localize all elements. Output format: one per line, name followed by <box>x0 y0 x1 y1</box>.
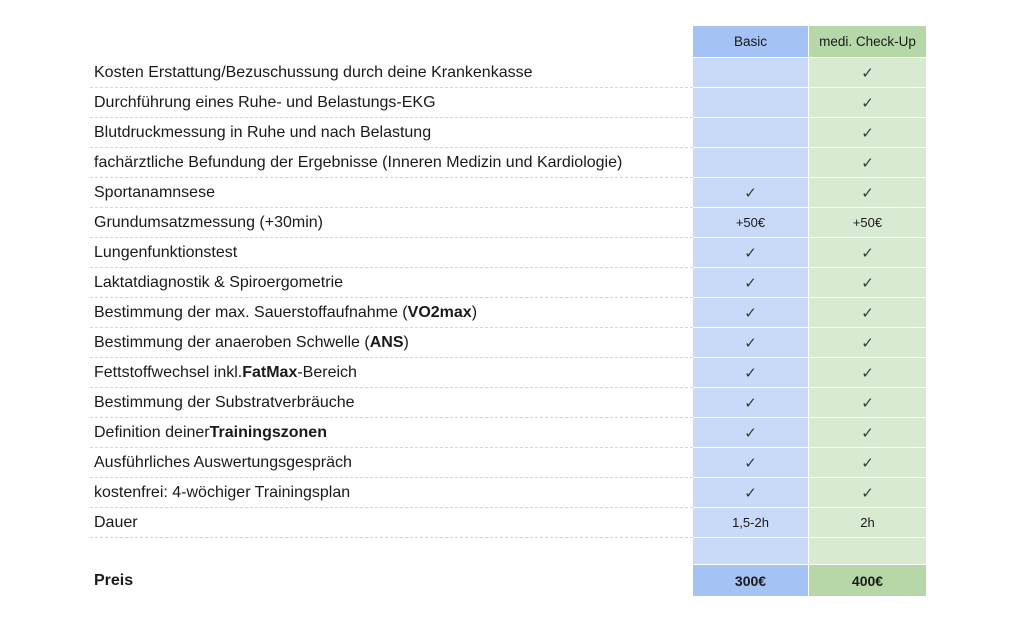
cell-basic <box>693 268 809 298</box>
row-label-suffix: ) <box>471 303 478 321</box>
row-label-text: Ausführliches Auswertungsgespräch <box>94 453 352 471</box>
check-icon: ✓ <box>861 184 874 202</box>
cell-basic <box>693 298 809 328</box>
table-row <box>90 178 926 208</box>
cell-checkup <box>809 238 926 268</box>
check-icon: ✓ <box>744 304 757 322</box>
table-row <box>90 238 926 268</box>
row-label <box>90 88 693 118</box>
cell-checkup <box>809 478 926 508</box>
check-icon: ✓ <box>744 184 757 202</box>
row-label <box>90 58 693 88</box>
row-label <box>90 178 693 208</box>
column-header-basic: Basic <box>693 26 809 58</box>
cell-checkup <box>809 268 926 298</box>
cell-checkup <box>809 328 926 358</box>
cell-value: 2h <box>860 515 875 530</box>
check-icon: ✓ <box>861 244 874 262</box>
table-row <box>90 148 926 178</box>
cell-basic <box>693 148 809 178</box>
row-label-text: Bestimmung der max. Sauerstoffaufnahme ( <box>94 303 408 321</box>
check-icon: ✓ <box>744 244 757 262</box>
row-label-text: Dauer <box>94 513 138 531</box>
column-header-checkup: medi. Check-Up <box>809 26 926 58</box>
cell-checkup <box>809 358 926 388</box>
check-icon: ✓ <box>744 364 757 382</box>
cell-checkup <box>809 418 926 448</box>
cell-value: +50€ <box>852 215 883 230</box>
row-label <box>90 358 693 388</box>
check-icon: ✓ <box>861 304 874 322</box>
table-body <box>90 58 926 538</box>
price-basic: 300€ <box>693 565 809 597</box>
cell-basic <box>693 328 809 358</box>
check-icon: ✓ <box>861 424 874 442</box>
row-label-text: Sportanamnsese <box>94 183 215 201</box>
row-label-suffix: ) <box>403 333 409 351</box>
row-label <box>90 118 693 148</box>
check-icon: ✓ <box>861 394 874 412</box>
row-label <box>90 478 693 508</box>
cell-basic <box>693 388 809 418</box>
check-icon: ✓ <box>744 274 757 292</box>
cell-checkup <box>809 178 926 208</box>
row-label <box>90 148 693 178</box>
row-label-text: Laktatdiagnostik & Spiroergometrie <box>94 273 344 291</box>
check-icon: ✓ <box>861 94 874 112</box>
row-label-text: Bestimmung der anaeroben Schwelle ( <box>94 333 370 351</box>
row-label <box>90 418 693 448</box>
row-label-text: Definition deiner <box>94 423 210 441</box>
cell-basic <box>693 238 809 268</box>
row-label-text: fachärztliche Befundung der Ergebnisse (Inneren Medizin und Kardiologie) <box>94 153 623 171</box>
row-label-emphasis: ANS <box>369 333 404 351</box>
cell-checkup <box>809 208 926 238</box>
cell-checkup <box>809 298 926 328</box>
row-label-text: kostenfrei: 4-wöchiger Trainingsplan <box>94 483 351 501</box>
table-row <box>90 418 926 448</box>
check-icon: ✓ <box>861 124 874 142</box>
check-icon: ✓ <box>861 364 874 382</box>
price-checkup: 400€ <box>809 565 926 597</box>
row-label-text: Grundumsatzmessung (+30min) <box>94 213 323 231</box>
check-icon: ✓ <box>744 334 757 352</box>
cell-checkup <box>809 388 926 418</box>
row-label-emphasis: Trainingszonen <box>209 423 327 441</box>
check-icon: ✓ <box>861 454 874 472</box>
row-label-text: Lungenfunktionstest <box>94 243 238 261</box>
row-label <box>90 508 693 538</box>
cell-checkup <box>809 118 926 148</box>
check-icon: ✓ <box>861 484 874 502</box>
row-label <box>90 328 693 358</box>
cell-basic <box>693 118 809 148</box>
row-label <box>90 298 693 328</box>
table-row <box>90 118 926 148</box>
row-label-text: Kosten Erstattung/Bezuschussung durch deine Krankenkasse <box>94 63 533 81</box>
cell-basic <box>693 178 809 208</box>
row-label-text: Fettstoffwechsel inkl. <box>94 363 243 381</box>
row-label-text: Durchführung eines Ruhe- und Belastungs-EKG <box>94 93 436 111</box>
row-label <box>90 268 693 298</box>
cell-basic <box>693 508 809 538</box>
table-row <box>90 268 926 298</box>
check-icon: ✓ <box>861 334 874 352</box>
row-label <box>90 238 693 268</box>
row-label-suffix: -Bereich <box>297 363 357 381</box>
comparison-table <box>90 26 926 597</box>
cell-basic <box>693 418 809 448</box>
row-label <box>90 388 693 418</box>
cell-basic <box>693 58 809 88</box>
price-row <box>90 565 926 597</box>
table-row <box>90 208 926 238</box>
cell-basic <box>693 88 809 118</box>
cell-value: 1,5-2h <box>732 515 769 530</box>
row-label-emphasis: FatMax <box>242 363 298 381</box>
cell-checkup <box>809 508 926 538</box>
cell-basic <box>693 358 809 388</box>
check-icon: ✓ <box>744 394 757 412</box>
blank-row <box>90 538 926 565</box>
cell-checkup <box>809 448 926 478</box>
table-row <box>90 508 926 538</box>
table-row <box>90 58 926 88</box>
cell-checkup <box>809 148 926 178</box>
table-row <box>90 478 926 508</box>
check-icon: ✓ <box>744 454 757 472</box>
blank-spacer <box>90 538 693 565</box>
row-label-emphasis: VO2max <box>407 303 472 321</box>
table-row <box>90 358 926 388</box>
check-icon: ✓ <box>861 64 874 82</box>
cell-basic <box>693 478 809 508</box>
header-spacer <box>90 26 693 58</box>
table-row <box>90 448 926 478</box>
price-label: Preis <box>94 572 134 589</box>
table-row <box>90 298 926 328</box>
table-row <box>90 328 926 358</box>
row-label <box>90 448 693 478</box>
table-row <box>90 388 926 418</box>
check-icon: ✓ <box>861 154 874 172</box>
check-icon: ✓ <box>744 484 757 502</box>
cell-checkup <box>809 58 926 88</box>
blank-cell-checkup <box>809 538 926 565</box>
cell-value: +50€ <box>735 215 766 230</box>
row-label <box>90 208 693 238</box>
row-label-text: Blutdruckmessung in Ruhe und nach Belastung <box>94 123 432 141</box>
table-row <box>90 88 926 118</box>
check-icon: ✓ <box>744 424 757 442</box>
header-row <box>90 26 926 58</box>
cell-basic <box>693 448 809 478</box>
check-icon: ✓ <box>861 274 874 292</box>
cell-basic <box>693 208 809 238</box>
cell-checkup <box>809 88 926 118</box>
blank-cell-basic <box>693 538 809 565</box>
row-label-text: Bestimmung der Substratverbräuche <box>94 393 355 411</box>
